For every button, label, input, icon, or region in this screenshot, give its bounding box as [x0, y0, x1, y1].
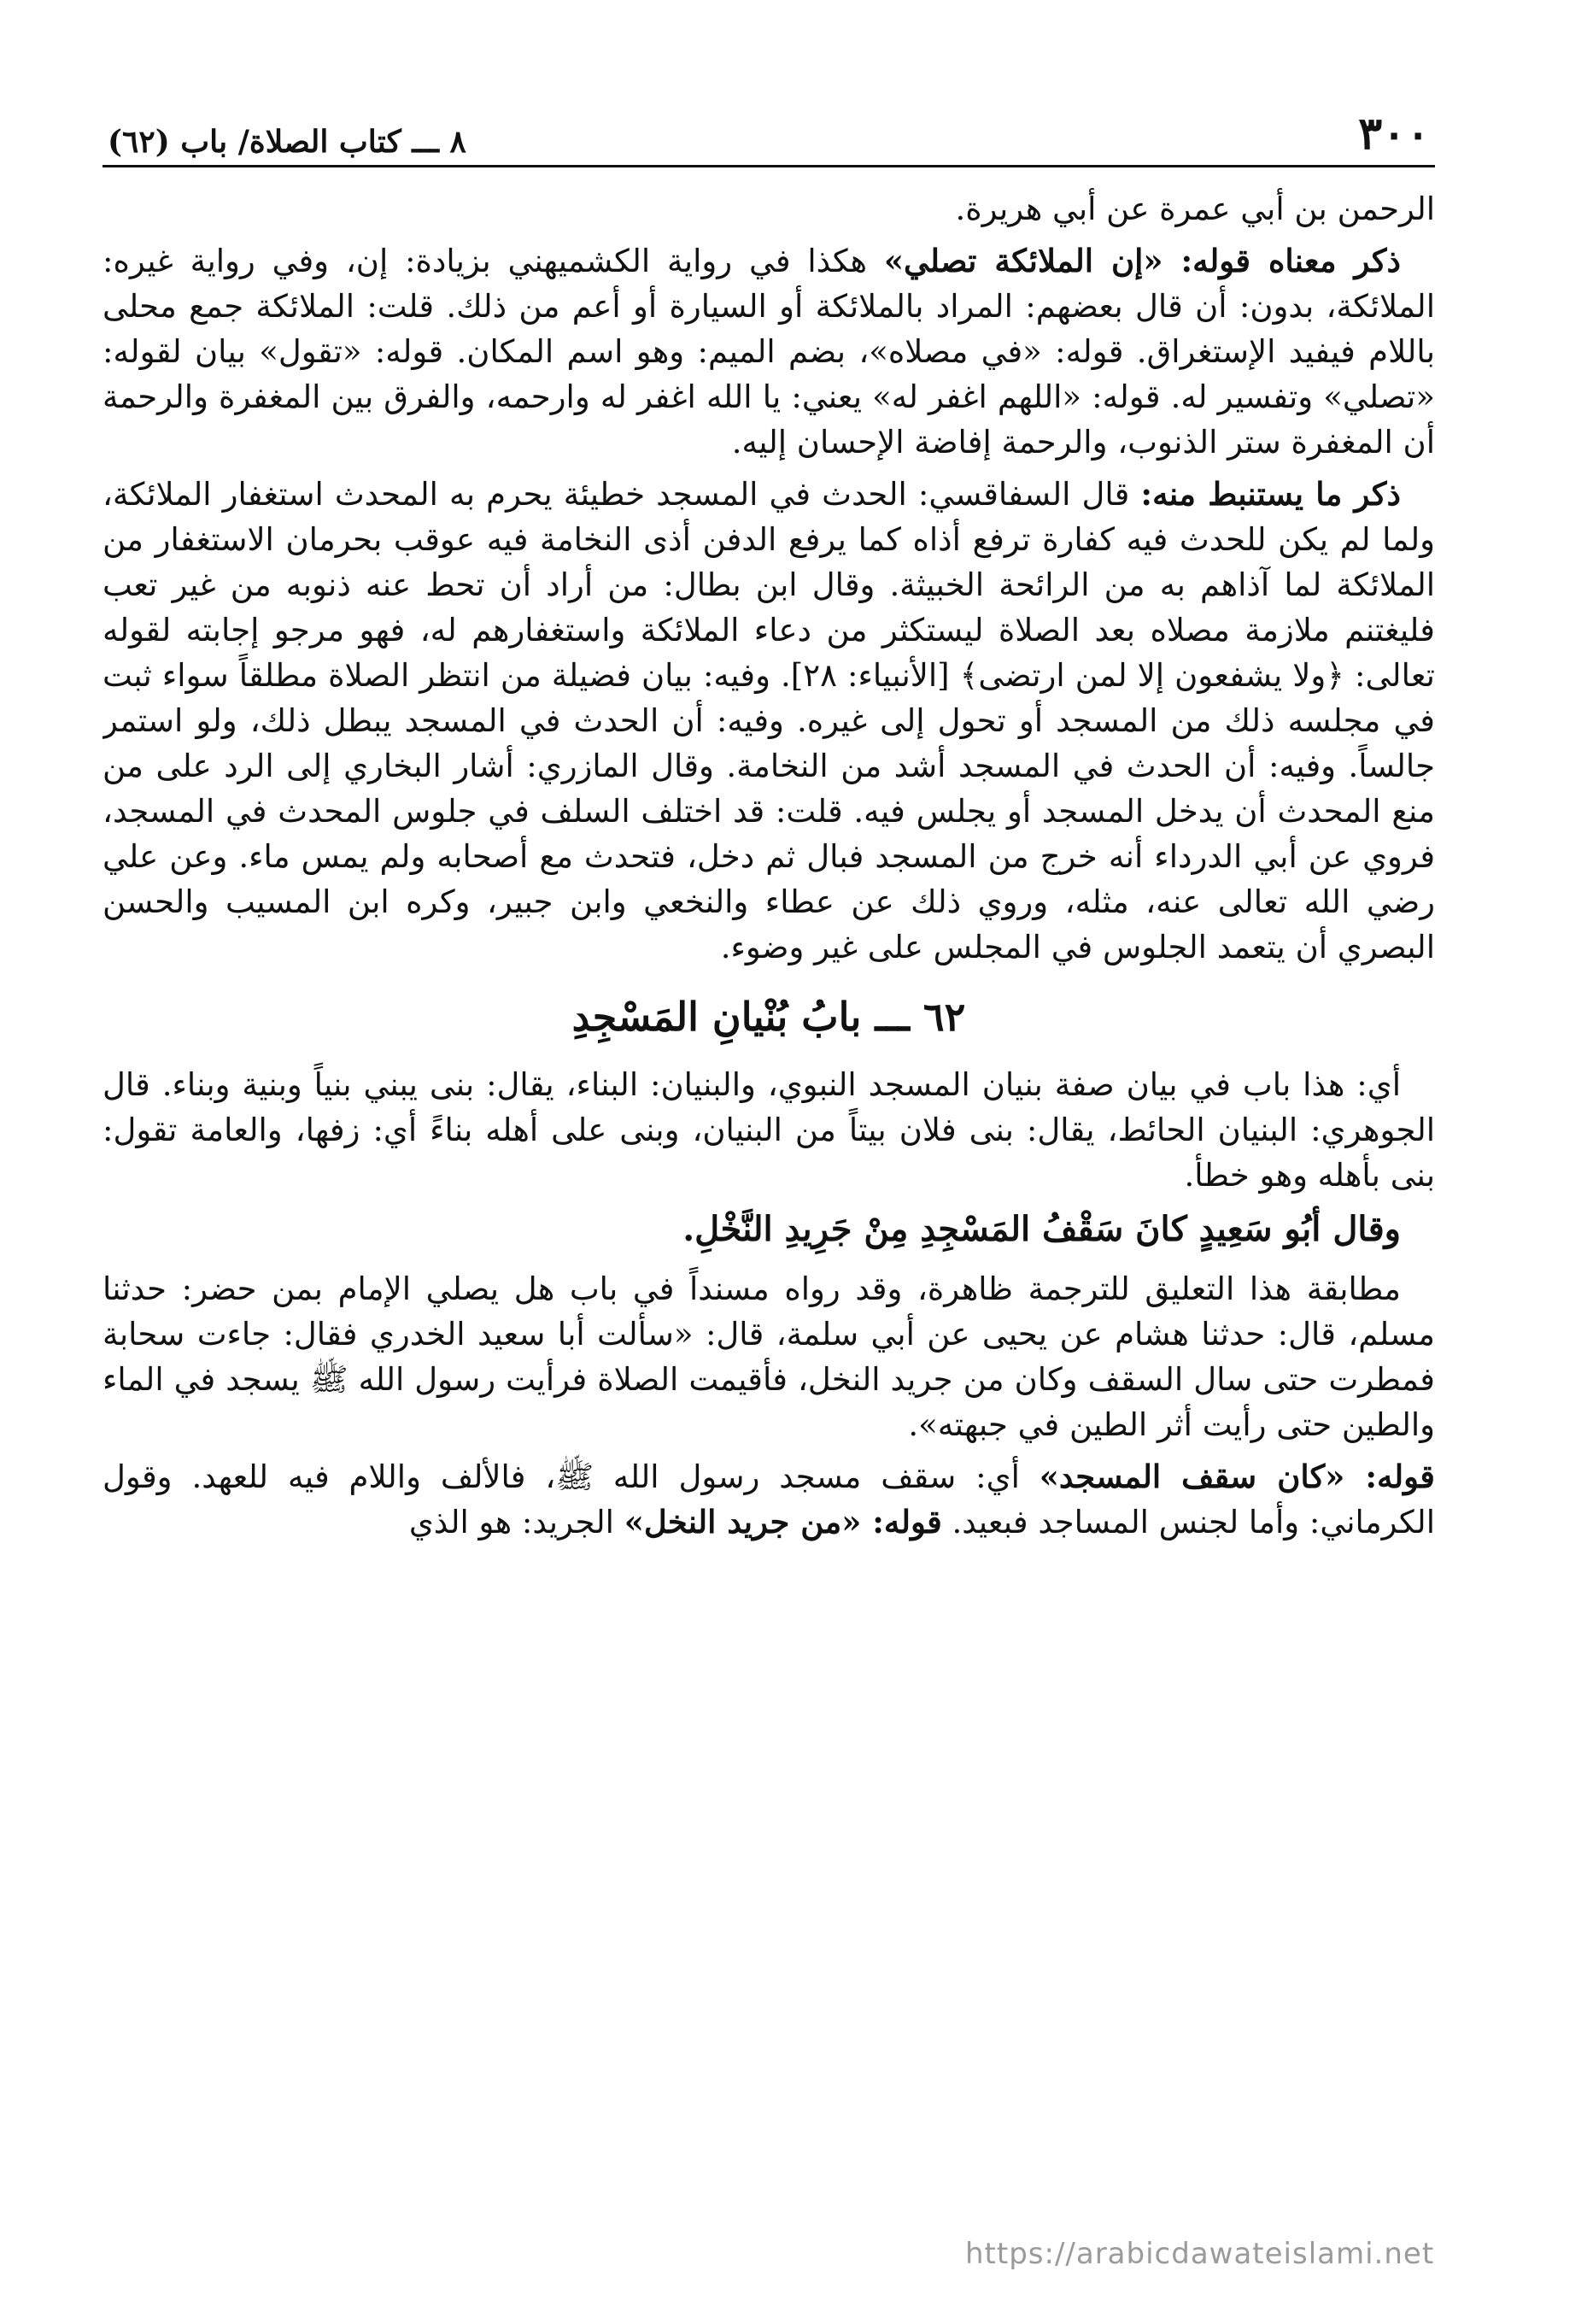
paragraph-heading: ذكر معناه قوله: «إن الملائكة تصلي» [883, 242, 1401, 279]
hadith-body: أبُو سَعِيدٍ كانَ سَقْفُ المَسْجِدِ مِنْ جَرِيدِ النَّخْلِ. [682, 1209, 1333, 1249]
hadith-text [102, 1205, 1401, 1254]
paragraph-text: هكذا في رواية الكشميهني بزيادة: إن، وفي رواية غيره: الملائكة، بدون: أن قال بعضهم: المراد بالملائكة أو السيارة أو أعم من ذلك. قلت: الملائكة جمع محلى باللام فيفيد الإستغراق. قوله: «في مصلاه»، بضم الميم: وهو اسم المكان. قوله: «تقول» بيان لقوله: «تصلي» وتفسير له. قوله: «اللهم اغفر له» يعني: يا الله اغفر له وارحمه، والفرق بين المغفرة والرحمة أن المغفرة ستر الذنوب، والرحمة إفاضة الإحسان إليه. [102, 243, 1435, 461]
paragraph-text: أي: سقف مسجد رسول الله ﷺ، فالألف واللام فيه للعهد. وقول الكرماني: وأما لجنس المساجد فبعيد. [102, 1458, 1435, 1541]
paragraph-text: قال السفاقسي: الحدث في المسجد خطيئة يحرم به المحدث استغفار الملائكة، ولما لم يكن للحدث فيه كفارة ترفع أذاه كما يرفع الدفن أذى النخامة فيه عوقب بحرمان الاستغفار من الملائكة لما آذاهم به من الرائحة الخبيثة. وقال ابن بطال: من أراد أن تحط عنه ذنوبه من غير تعب فليغتنم ملازمة مصلاه بعد الصلاة ليستكثر من دعاء الملائكة واستغفارهم له، فهو مرجو إجابته لقوله تعالى: ﴿ولا يشفعون إلا لمن ارتضى﴾ [الأنبياء: ٢٨]. وفيه: بيان فضيلة من انتظر الصلاة مطلقاً سواء ثبت في مجلسه ذلك من المسجد أو تحول إلى غيره. وفيه: أن الحدث في المسجد يبطل ذلك، ولو استمر جالساً. وفيه: أن الحدث في المسجد أشد من النخامة. وقال المازري: أشار البخاري إلى الرد على من منع المحدث أن يدخل المسجد أو يجلس فيه. قلت: قد اختلف السلف في جلوس المحدث في المسجد، فروي عن أبي الدرداء أنه خرج من المسجد فبال ثم دخل، فتحدث مع أصحابه ولم يمس ماء. وعن علي رضي الله تعالى عنه، مثله، وروي ذلك عن عطاء والنخعي وابن جبير، وكره ابن المسيب والحسن البصري أن يتعمد الجلوس في المجلس على غير وضوء. [102, 476, 1435, 965]
paragraph-heading: قوله: «كان سقف المسجد» [1039, 1458, 1435, 1495]
paragraph-correspondence: مطابقة هذا التعليق للترجمة ظاهرة، وقد رواه مسنداً في باب هل يصلي الإمام بمن حضر: حدثنا مسلم، قال: حدثنا هشام عن يحيى عن أبي سلمة، قال: «سألت أبا سعيد الخدري فقال: جاءت سحابة فمطرت حتى سال السقف وكان من جريد النخل، فأقيمت الصلاة فرأيت رسول الله ﷺ يسجد في الماء والطين حتى رأيت أثر الطين في جبهته». [102, 1271, 1435, 1443]
paragraph-text: الجريد: هو الذي [408, 1504, 624, 1541]
paragraph-heading: قوله: «من جريد النخل» [624, 1503, 942, 1541]
paragraph-derivations [102, 472, 1435, 970]
book-page [102, 94, 1435, 2281]
paragraph-chapter-explanation: أي: هذا باب في بيان صفة بنيان المسجد النبوي، والبنيان: البناء، يقال: بنى يبني بنياً وبنية وبناء. قال الجوهري: البنيان الحائط، يقال: بنى فلان بيتاً من البنيان، وبنى على أهله بناءً أي: زفها، والعامة تقول: بنى بأهله وهو خطأ. [102, 1066, 1435, 1194]
paragraph-continuation: الرحمن بن أبي عمرة عن أبي هريرة. [955, 191, 1435, 227]
section-reference: ٨ ـــ كتاب الصلاة/ باب (٦٢) [108, 124, 466, 160]
page-number: ٣٠٠ [1358, 108, 1430, 160]
paragraph-meaning [102, 238, 1435, 465]
paragraph-heading: ذكر ما يستنبط منه: [1140, 475, 1401, 513]
hadith-label: وقال [1332, 1209, 1401, 1249]
running-header [102, 94, 1435, 167]
chapter-title: ٦٢ ـــ بابُ بُنْيانِ المَسْجِدِ [571, 994, 966, 1040]
body-text [102, 186, 1435, 1545]
paragraph-commentary [102, 1454, 1435, 1545]
watermark-url: https://arabicdawateislami.net [965, 2237, 1435, 2271]
